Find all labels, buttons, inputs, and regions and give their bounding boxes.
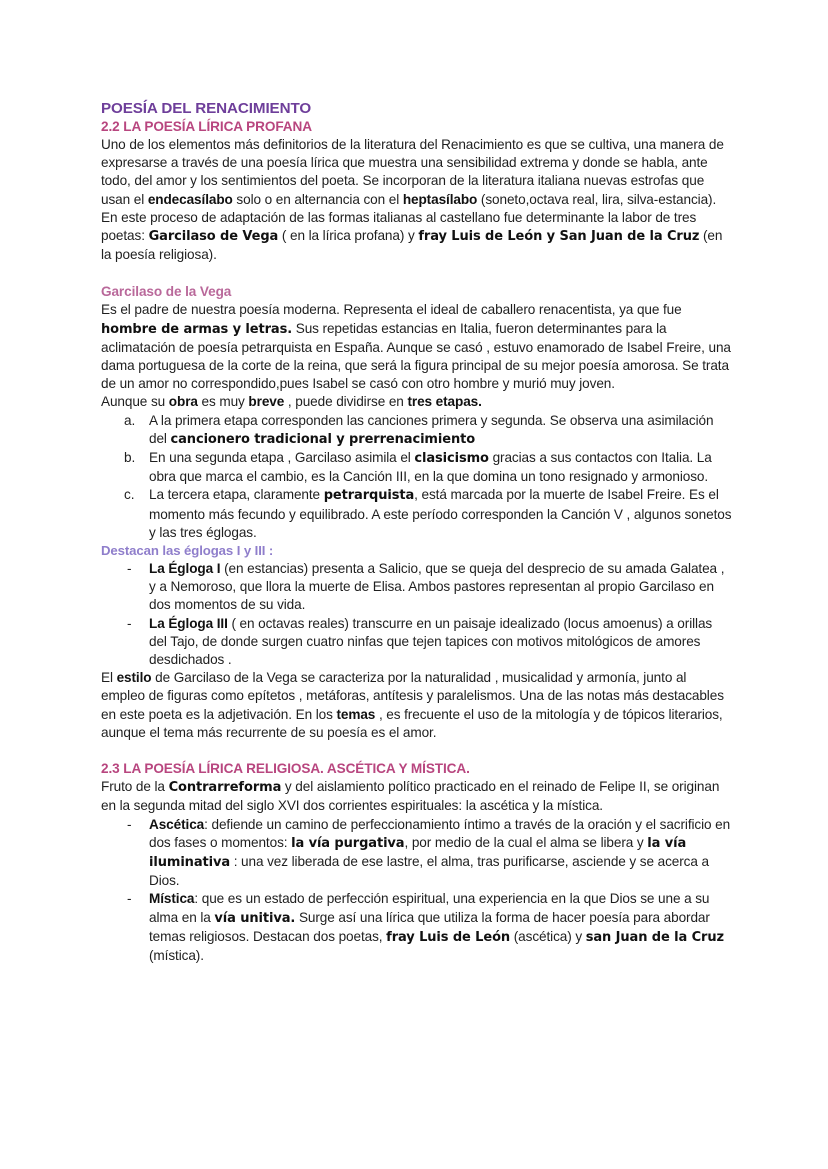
list-item: - Ascética: defiende un camino de perfeccionamiento íntimo a través de la oración y el sacrificio en dos fases o momentos: la vía purgativa, por medio de la cual el alma se libera y la vía iluminativa : una vez liberada de ese lastre, el alma, tras purificarse, asciende y se acerca a Dios. [127,816,731,889]
section-heading-lirica-religiosa: 2.3 LA POESÍA LÍRICA RELIGIOSA. ASCÉTICA Y MÍSTICA. [101,761,470,777]
corrientes-list [101,816,733,966]
list-item: - La Égloga III ( en octavas reales) transcurre en un paisaje idealizado (locus amoenus) a orillas del Tajo, de donde surgen cuatro ninfas que tejen tapices con motivos mitológicos de amores desdichados . [127,615,713,668]
list-item: a. A la primera etapa corresponden las canciones primera y segunda. Se observa una asimilación del cancionero tradicional y prerrenacimiento [124,412,714,447]
list-item: - Mística: que es un estado de perfección espiritual, una experiencia en la que Dios se une a su alma en la vía unitiva. Surge así una lírica que utiliza la forma de hacer poesía para abordar temas religiosos. Destacan dos poetas, fray Luis de León (ascética) y san Juan de la Cruz (mística). [127,891,724,963]
document-content [101,99,733,965]
garcilaso-paragraph-2: Aunque su obra es muy breve , puede dividirse en tres etapas. [101,394,482,410]
garcilaso-paragraph-1: Es el padre de nuestra poesía moderna. Representa el ideal de caballero renacentista, ya que fue hombre de armas y letras. Sus repetidas estancias en Italia, fueron determinantes para la aclimatación de poesía petrarquista en España. Aunque se casó , estuvo enamorado de Isabel Freire, una dama portuguesa de la corte de la reina, que será la figura principal de su mejor poesía amorosa. Se trata de un amor no correspondido,pues Isabel se casó con otro hombre y murió muy joven. [101,302,731,392]
list-item: c. La tercera etapa, claramente petrarquista, está marcada por la muerte de Isabel Freire. Es el momento más fecundo y equilibrado. A este período corresponden la Canción V , algunos sonetos y las tres églogas. [124,487,732,540]
garcilaso-style-paragraph: El estilo de Garcilaso de la Vega se caracteriza por la naturalidad , musicalidad y armonía, junto al empleo de figuras como epítetos , metáforas, antítesis y paralelismos. Una de las notas más destacables en este poeta es la adjetivación. En los temas , es frecuente el uso de la mitología y de tópicos literarios, aunque el tema más recurrente de su poesía es el amor. [101,670,724,740]
intro-paragraph: Uno de los elementos más definitorios de la literatura del Renacimiento es que se cultiva, una manera de expresarse a través de una poesía lírica que muestra una sensibilidad extrema y donde se habla, ante todo, del amor y los sentimientos del poeta. Se incorporan de la literatura italiana nuevas estrofas que usan el endecasílabo solo o en alternancia con el heptasílabo (soneto,octava real, lira, silva-estancia). En este proceso de adaptación de las formas italianas al castellano fue determinante la labor de tres poetas: Garcilaso de Vega ( en la lírica profana) y fray Luis de León y San Juan de la Cruz (en la poesía religiosa). [101,137,724,263]
page-title: POESÍA DEL RENACIMIENTO [101,100,312,117]
list-item: b. En una segunda etapa , Garcilaso asimila el clasicismo gracias a sus contactos con Italia. La obra que marca el cambio, es la Canción III, en la que domina un tono resignado y armonioso. [124,450,712,485]
section-heading-lirica-profana: 2.2 LA POESÍA LÍRICA PROFANA [101,119,312,134]
subheading-garcilaso: Garcilaso de la Vega [101,284,232,300]
stages-list [101,412,733,542]
religiosa-intro-paragraph: Fruto de la Contrarreforma y del aislamiento político practicado en el reinado de Felipe II, se originan en la segunda mitad del siglo XVI dos corrientes espirituales: la ascética y la mística. [101,779,720,814]
subheading-eglogas: Destacan las églogas I y III : [101,543,274,559]
list-item: - La Égloga I (en estancias) presenta a Salicio, que se queja del desprecio de su amada Galatea , y a Nemoroso, que llora la muerte de Elisa. Ambos pastores representan al propio Garcilaso en dos momentos de su vida. [127,561,725,613]
eglogas-list [101,560,733,669]
